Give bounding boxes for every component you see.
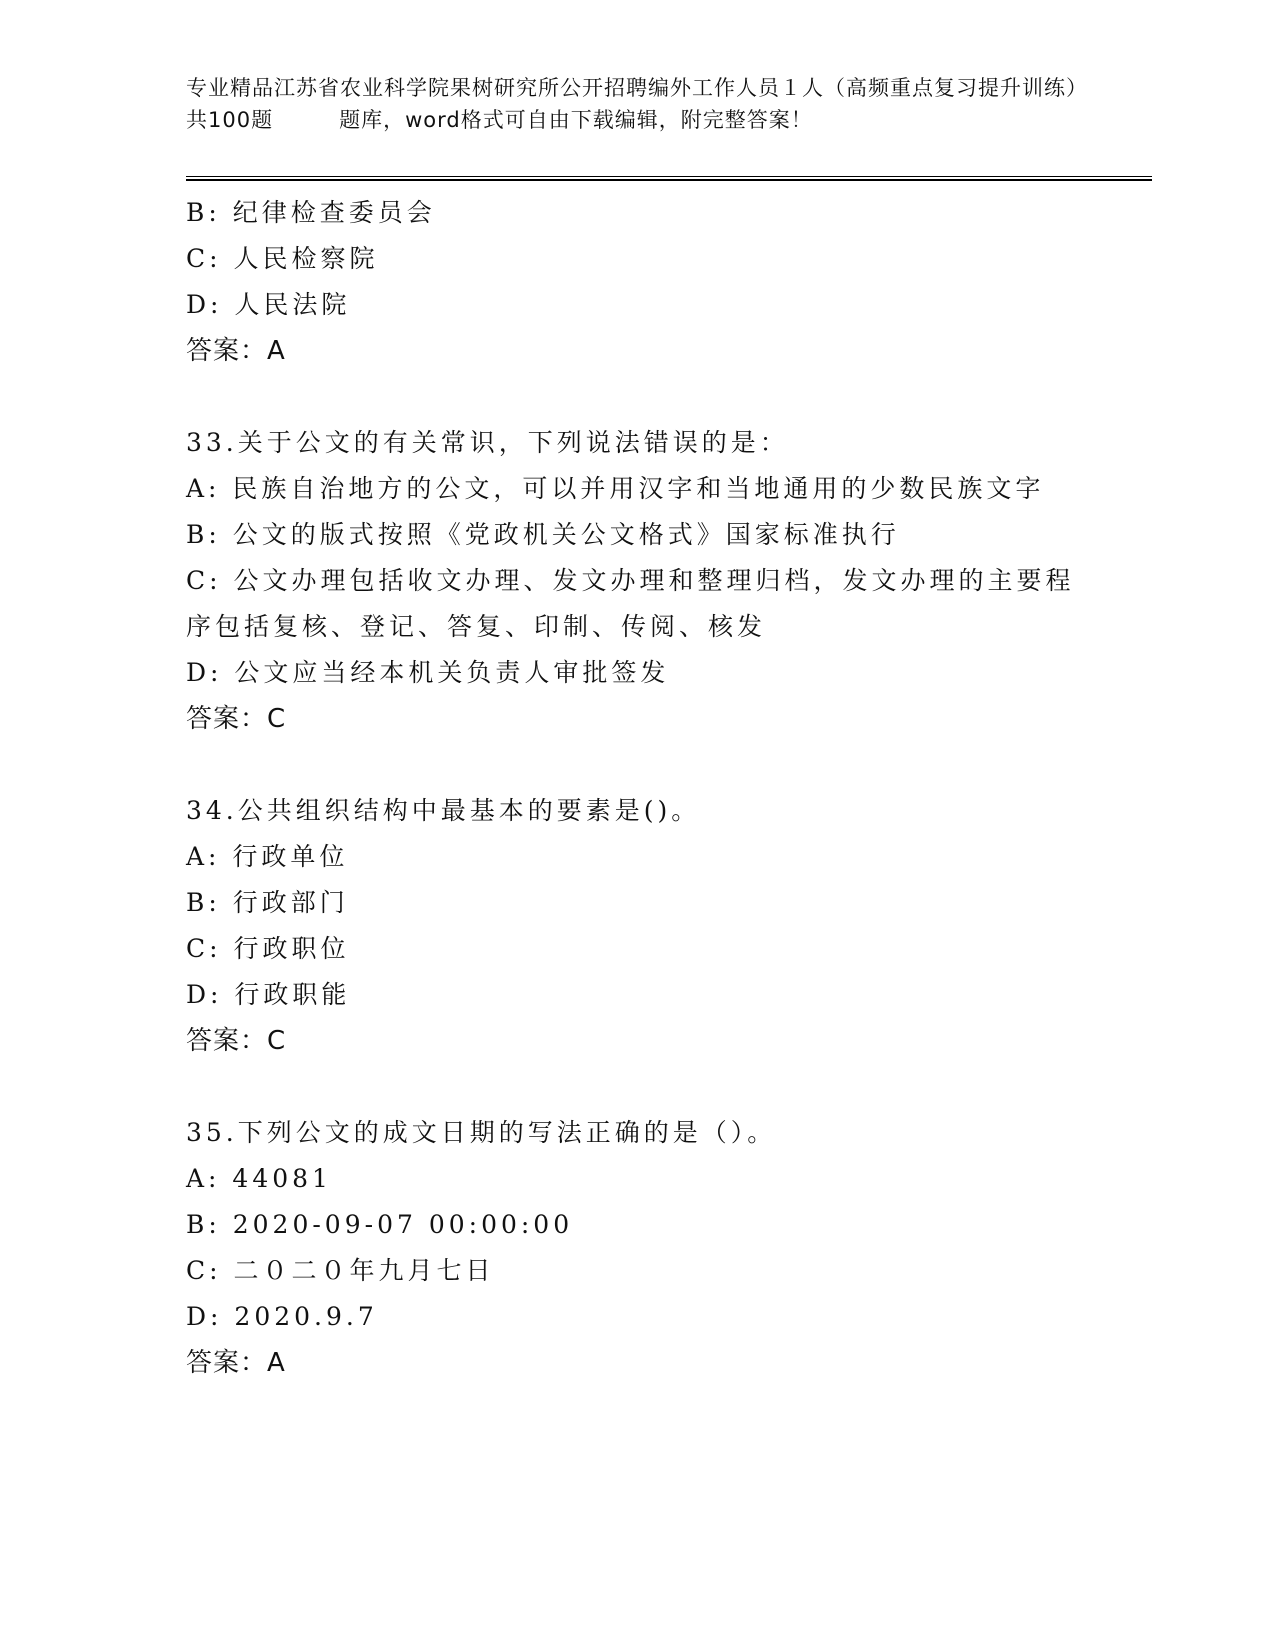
spacer bbox=[186, 1064, 1086, 1110]
question-block-35 bbox=[186, 1110, 1086, 1386]
question-list bbox=[186, 190, 1086, 1386]
option-a: A: 行政单位 bbox=[186, 842, 349, 871]
option-b: B: 2020-09-07 00:00:00 bbox=[186, 1210, 574, 1239]
option-b: B: 公文的版式按照《党政机关公文格式》国家标准执行 bbox=[186, 520, 900, 549]
question-block-33 bbox=[186, 420, 1086, 742]
document-header: 专业精品江苏省农业科学院果树研究所公开招聘编外工作人员１人（高频重点复习提升训练）共100题 题库，word格式可自由下载编辑，附完整答案！ bbox=[186, 76, 1088, 132]
option-c-continued: 序包括复核、登记、答复、印制、传阅、核发 bbox=[186, 612, 767, 641]
answer-line: 答案：A bbox=[186, 336, 286, 366]
question-block-34 bbox=[186, 788, 1086, 1064]
option-c: C: 行政职位 bbox=[186, 934, 350, 963]
option-a: A: 44081 bbox=[186, 1164, 332, 1193]
spacer bbox=[186, 374, 1086, 420]
option-c: C: 公文办理包括收文办理、发文办理和整理归档，发文办理的主要程 bbox=[186, 566, 1075, 595]
option-d: D: 公文应当经本机关负责人审批签发 bbox=[186, 658, 670, 687]
option-d: D: 行政职能 bbox=[186, 980, 351, 1009]
option-c: C: 二０二０年九月七日 bbox=[186, 1256, 495, 1285]
spacer bbox=[186, 742, 1086, 788]
answer-line: 答案：C bbox=[186, 704, 287, 734]
question-text: 33.关于公文的有关常识，下列说法错误的是： bbox=[186, 428, 789, 457]
header-divider bbox=[186, 176, 1152, 181]
question-text: 34.公共组织结构中最基本的要素是()。 bbox=[186, 796, 701, 825]
option-d: D: 2020.9.7 bbox=[186, 1302, 378, 1331]
option-c: C: 人民检察院 bbox=[186, 244, 379, 273]
answer-line: 答案：A bbox=[186, 1348, 286, 1378]
answer-line: 答案：C bbox=[186, 1026, 287, 1056]
option-d: D: 人民法院 bbox=[186, 290, 351, 319]
question-text: 35.下列公文的成文日期的写法正确的是（）。 bbox=[186, 1118, 777, 1147]
option-b: B: 行政部门 bbox=[186, 888, 349, 917]
option-a: A: 民族自治地方的公文，可以并用汉字和当地通用的少数民族文字 bbox=[186, 474, 1045, 503]
question-block-previous bbox=[186, 190, 1086, 374]
option-b: B: 纪律检查委员会 bbox=[186, 198, 436, 227]
